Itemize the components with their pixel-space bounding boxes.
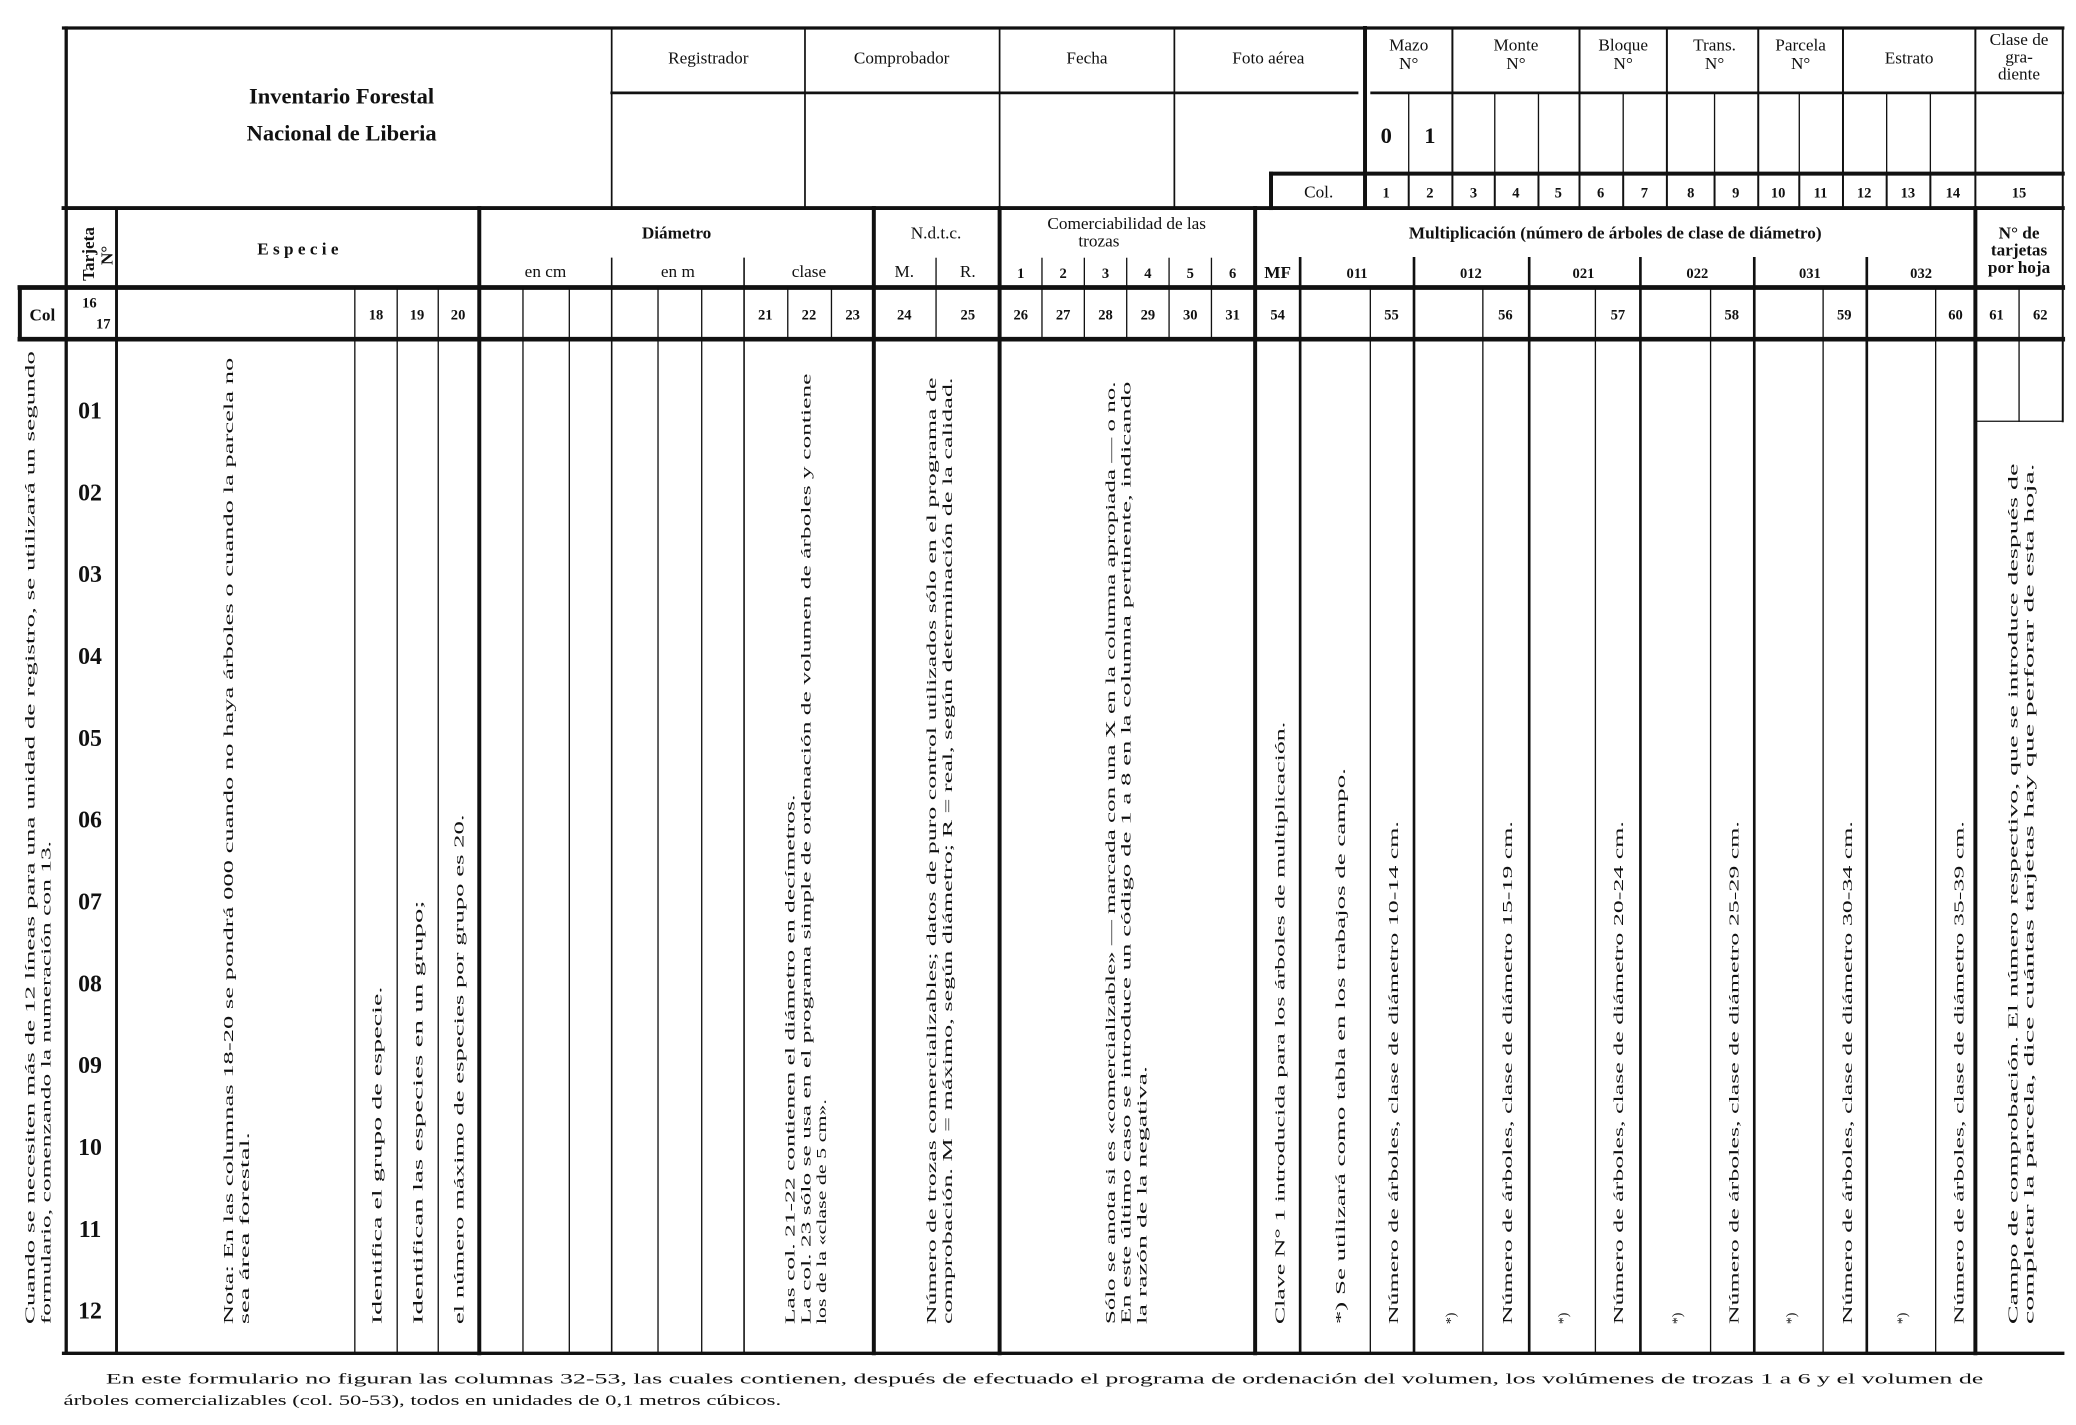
row-number: 08 bbox=[78, 971, 102, 998]
col-number: 12 bbox=[1856, 185, 1872, 202]
col-number: 58 bbox=[1724, 307, 1740, 324]
tarjetas-header: N° de bbox=[1998, 223, 2040, 243]
row-number: 09 bbox=[78, 1053, 102, 1080]
col-number: 3 bbox=[1469, 185, 1478, 202]
col-number: 24 bbox=[897, 307, 912, 324]
col-number: 15 bbox=[2011, 185, 2027, 202]
row-number: 04 bbox=[78, 644, 102, 671]
mult-group-header: 011 bbox=[1346, 266, 1368, 283]
note-asterisk: *) bbox=[1444, 1312, 1460, 1325]
row-number: 03 bbox=[78, 562, 102, 589]
col-number: 2 bbox=[1426, 185, 1434, 202]
note-especie: Nota: En las columnas 18-20 se pondrá 000 cuando no haya árboles o cuando la parcela no bbox=[222, 818, 238, 1325]
note-left: formulario, comenzando la numeración con 13. bbox=[39, 1060, 55, 1325]
col-row-label: Col bbox=[29, 305, 56, 325]
note-clase: los de la «clase de 5 cm». bbox=[815, 1181, 831, 1325]
en-cm-header: en cm bbox=[524, 261, 567, 281]
especie-header: E s p e c i e bbox=[257, 239, 339, 259]
field-bloque-no: N° bbox=[1613, 54, 1633, 74]
comerc-number: 4 bbox=[1144, 266, 1152, 283]
note-comerc: la razón de la negativa. bbox=[1135, 1195, 1151, 1325]
field-trans-no: N° bbox=[1704, 54, 1725, 74]
field-bloque-label: Bloque bbox=[1598, 35, 1649, 55]
mazo-value: 1 bbox=[1424, 123, 1436, 149]
col-number: 28 bbox=[1098, 307, 1113, 324]
note-clase: Las col. 21-22 contienen el diámetro en decímetros. bbox=[783, 1036, 799, 1325]
col-number: 17 bbox=[95, 316, 111, 333]
col-number: 27 bbox=[1055, 307, 1071, 324]
col-number: 30 bbox=[1182, 307, 1198, 324]
col-number: 62 bbox=[2032, 307, 2048, 324]
col-number: 6 bbox=[1597, 185, 1605, 202]
comprobador-label: Comprobador bbox=[853, 48, 950, 68]
row-number: 12 bbox=[78, 1298, 102, 1325]
row-number: 05 bbox=[78, 725, 102, 752]
note-campo: completar la parcela, dice cuántas tarjetas hay que perforar de esta hoja. bbox=[2022, 925, 2038, 1325]
comerciabilidad-header: Comerciabilidad de las bbox=[1047, 214, 1207, 234]
mult-group-header: 032 bbox=[1910, 266, 1933, 283]
foto-aerea-label: Foto aérea bbox=[1232, 48, 1305, 68]
mult-group-header: 031 bbox=[1798, 266, 1821, 283]
field-parcela-no: N° bbox=[1790, 54, 1811, 74]
col-number: 11 bbox=[1813, 185, 1828, 202]
field-mazo-label: Mazo bbox=[1389, 35, 1429, 55]
clase-gradiente-label: gra- bbox=[2005, 47, 2033, 67]
form-text bbox=[23, 30, 2050, 1409]
row-number: 11 bbox=[78, 1216, 102, 1243]
comerc-number: 2 bbox=[1059, 266, 1067, 283]
note-comerc: En este último caso se introduce un código de 1 a 8 en la columna pertinente, indicando bbox=[1119, 836, 1135, 1325]
row-number: 01 bbox=[78, 398, 102, 425]
footer-note: En este formulario no figuran las columnas 32-53, las cuales contienen, después de efectuado el programa de ordenación del volumen, los volúmenes de trozas 1 a 6 y el volumen de bbox=[105, 1370, 1984, 1388]
col-number: 9 bbox=[1732, 185, 1740, 202]
comerc-number: 3 bbox=[1101, 266, 1110, 283]
note-clase: La col. 23 sólo se usa en el programa simple de ordenación de volumen de árboles y contiene bbox=[799, 805, 815, 1325]
col-number: 31 bbox=[1225, 307, 1240, 324]
col-number: 16 bbox=[82, 295, 97, 312]
note-col19: Identifican las especies en un grupo; bbox=[411, 1121, 427, 1325]
col-number: 61 bbox=[1989, 307, 2004, 324]
col-number: 29 bbox=[1140, 307, 1156, 324]
col-number: 56 bbox=[1498, 307, 1513, 324]
col-number: 59 bbox=[1837, 307, 1852, 324]
estrato-label: Estrato bbox=[1884, 48, 1934, 68]
row-number: 02 bbox=[78, 480, 102, 507]
col-number: 14 bbox=[1945, 185, 1961, 202]
col-number: 1 bbox=[1382, 185, 1390, 202]
note-ndtc: comprobación. M = máximo, según diámetro; R = real, según determinación de la calidad. bbox=[940, 821, 956, 1325]
note-asterisk: *) Se utilizará como tabla en los trabajos de campo. bbox=[1334, 1037, 1350, 1325]
note-asterisk: *) bbox=[1556, 1312, 1572, 1325]
col-number: 13 bbox=[1900, 185, 1916, 202]
note-mult: Número de árboles, clase de diámetro 35-39 cm. bbox=[1952, 1054, 1968, 1325]
clase-gradiente-label: diente bbox=[1998, 64, 2041, 84]
col-number: 25 bbox=[960, 307, 976, 324]
col-number: 8 bbox=[1687, 185, 1695, 202]
form-title-line1: Inventario Forestal bbox=[248, 83, 435, 109]
note-mult: Número de árboles, clase de diámetro 25-29 cm. bbox=[1727, 1054, 1743, 1325]
mf-header: MF bbox=[1264, 263, 1292, 283]
col-label: Col. bbox=[1304, 182, 1334, 202]
note-campo: Campo de comprobación. El número respectivo, que se introduce después de bbox=[2006, 896, 2022, 1325]
clase-gradiente-label: Clase de bbox=[1989, 30, 2049, 50]
form-title-line2: Nacional de Liberia bbox=[246, 120, 437, 146]
note-mult: Número de árboles, clase de diámetro 10-14 cm. bbox=[1387, 1054, 1403, 1325]
mult-group-header: 022 bbox=[1686, 266, 1709, 283]
col-number: 60 bbox=[1948, 307, 1963, 324]
col-number: 57 bbox=[1610, 307, 1626, 324]
tarjetas-header: tarjetas bbox=[1990, 240, 2048, 260]
comerciabilidad-trozas: trozas bbox=[1078, 231, 1120, 251]
registrador-label: Registrador bbox=[668, 48, 749, 68]
footer-note: árboles comercializables (col. 50-53), todos en unidades de 0,1 metros cúbicos. bbox=[63, 1391, 782, 1409]
field-parcela-label: Parcela bbox=[1775, 35, 1826, 55]
row-number: 10 bbox=[78, 1134, 102, 1161]
tarjetas-header: por hoja bbox=[1987, 257, 2051, 277]
ndtc-r-header: R. bbox=[959, 261, 976, 281]
col-number: 23 bbox=[845, 307, 860, 324]
col-number: 22 bbox=[801, 307, 817, 324]
note-mult: Número de árboles, clase de diámetro 30-34 cm. bbox=[1841, 1054, 1857, 1325]
fecha-label: Fecha bbox=[1066, 48, 1108, 68]
note-col18: Identifica el grupo de especie. bbox=[370, 1157, 386, 1325]
mazo-value: 0 bbox=[1380, 123, 1392, 149]
diametro-header: Diámetro bbox=[641, 223, 712, 243]
note-asterisk: *) bbox=[1670, 1312, 1686, 1325]
note-asterisk: *) bbox=[1784, 1312, 1800, 1325]
clase-header: clase bbox=[791, 261, 827, 281]
note-asterisk: *) bbox=[1895, 1312, 1911, 1325]
comerc-number: 1 bbox=[1017, 266, 1025, 283]
col-number: 21 bbox=[757, 307, 773, 324]
note-col20: el número máximo de especies por grupo es 20. bbox=[452, 1059, 468, 1325]
tarjeta-label: Tarjeta bbox=[79, 227, 99, 281]
row-number: 06 bbox=[78, 807, 102, 834]
field-mazo-no: N° bbox=[1399, 54, 1419, 74]
tarjeta-no: N° bbox=[97, 245, 117, 265]
multiplicacion-header: Multiplicación (número de árboles de clase de diámetro) bbox=[1408, 223, 1822, 243]
mult-group-header: 012 bbox=[1460, 266, 1482, 283]
ndtc-m-header: M. bbox=[894, 261, 915, 281]
note-mult: Número de árboles, clase de diámetro 15-19 cm. bbox=[1500, 1054, 1516, 1325]
note-mult: Número de árboles, clase de diámetro 20-24 cm. bbox=[1612, 1054, 1628, 1325]
row-number: 07 bbox=[78, 889, 102, 916]
comerc-number: 5 bbox=[1186, 266, 1194, 283]
col-number: 18 bbox=[368, 307, 384, 324]
col-number: 10 bbox=[1770, 185, 1786, 202]
ndtc-header: N.d.t.c. bbox=[910, 223, 962, 243]
col-number: 54 bbox=[1270, 307, 1285, 324]
note-left: Cuando se necesiten más de 12 líneas para una unidad de registro, se utilizará un segundo bbox=[23, 825, 39, 1325]
col-number: 5 bbox=[1554, 185, 1562, 202]
col-number: 4 bbox=[1512, 185, 1520, 202]
note-comerc: Sólo se anota si es «comercializable» — marcada con una X en la columna apropiada — o no. bbox=[1103, 800, 1119, 1325]
col-number: 26 bbox=[1013, 307, 1029, 324]
col-number: 55 bbox=[1384, 307, 1399, 324]
comerc-number: 6 bbox=[1228, 266, 1237, 283]
note-ndtc: Número de trozas comercializables; datos de puro control utilizados sólo en el programa de bbox=[925, 816, 941, 1325]
en-m-header: en m bbox=[660, 261, 695, 281]
col-number: 7 bbox=[1640, 185, 1649, 202]
mult-group-header: 021 bbox=[1572, 266, 1595, 283]
note-mf: Clave N° 1 introducida para los árboles de multiplicación. bbox=[1273, 1001, 1289, 1325]
col-number: 19 bbox=[409, 307, 425, 324]
field-trans-label: Trans. bbox=[1693, 35, 1736, 55]
field-monte-no: N° bbox=[1506, 54, 1526, 74]
col-number: 20 bbox=[450, 307, 466, 324]
note-especie: sea área forestal. bbox=[237, 1231, 253, 1325]
field-monte-label: Monte bbox=[1493, 35, 1539, 55]
